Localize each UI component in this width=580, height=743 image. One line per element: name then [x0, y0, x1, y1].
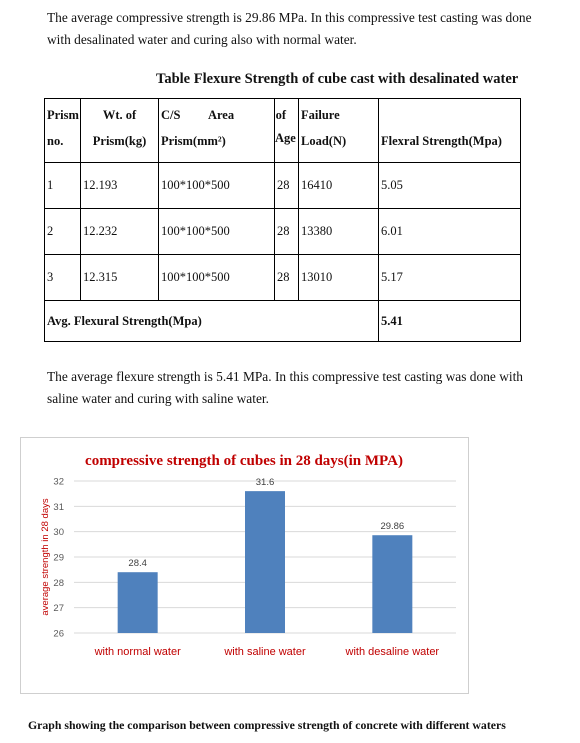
header-weight: Wt. of Prism(kg) — [81, 99, 159, 163]
flexure-table — [44, 98, 521, 342]
y-tick-label: 28 — [53, 577, 64, 589]
header-age: Age — [275, 99, 299, 163]
header-cross-section: C/S Area of Prism(mm²) — [159, 99, 275, 163]
category-label: with normal water — [94, 646, 181, 658]
compressive-strength-chart — [20, 437, 469, 694]
y-tick-label: 27 — [53, 603, 64, 615]
y-tick-label: 30 — [53, 527, 64, 539]
graph-caption: Graph showing the comparison between compressive strength of concrete with different waters — [28, 718, 506, 732]
data-label: 31.6 — [255, 477, 275, 489]
average-value: 5.41 — [379, 301, 521, 342]
data-label: 29.86 — [380, 521, 405, 533]
category-label: with desaline water — [345, 646, 440, 658]
header-prism-no: Prism no. — [45, 99, 81, 163]
y-tick-label: 31 — [53, 501, 64, 513]
chart-svg — [21, 438, 468, 693]
average-label: Avg. Flexural Strength(Mpa) — [45, 301, 379, 342]
header-flexural-strength: Flexral Strength(Mpa) — [379, 99, 521, 163]
table-average-row — [45, 301, 521, 342]
header-failure-load: Failure Load(N) — [299, 99, 379, 163]
data-label: 28.4 — [128, 558, 147, 570]
intro-paragraph: The average compressive strength is 29.86 MPa. In this compressive test casting was done with desalinated water and curing also with normal water. — [47, 10, 532, 47]
y-tick-label: 29 — [53, 552, 64, 564]
y-axis-label: average strength in 28 days — [40, 498, 51, 616]
bar — [245, 491, 285, 633]
flexure-paragraph: The average flexure strength is 5.41 MPa. In this compressive test casting was done with saline water and curing with saline water. — [47, 369, 523, 406]
chart-title: compressive strength of cubes in 28 days(in MPA) — [85, 453, 403, 469]
table-row: 2 12.232 100*100*500 28 13380 6.01 — [45, 209, 521, 255]
bar — [118, 572, 158, 633]
table-title: Table Flexure Strength of cube cast with desalinated water — [156, 71, 519, 87]
table-row: 3 12.315 100*100*500 28 13010 5.17 — [45, 255, 521, 301]
category-label: with saline water — [224, 646, 306, 658]
y-tick-label: 32 — [53, 476, 64, 488]
table-header-row — [45, 99, 521, 163]
bar — [372, 535, 412, 633]
y-tick-label: 26 — [53, 628, 64, 640]
table-row: 1 12.193 100*100*500 28 16410 5.05 — [45, 163, 521, 209]
